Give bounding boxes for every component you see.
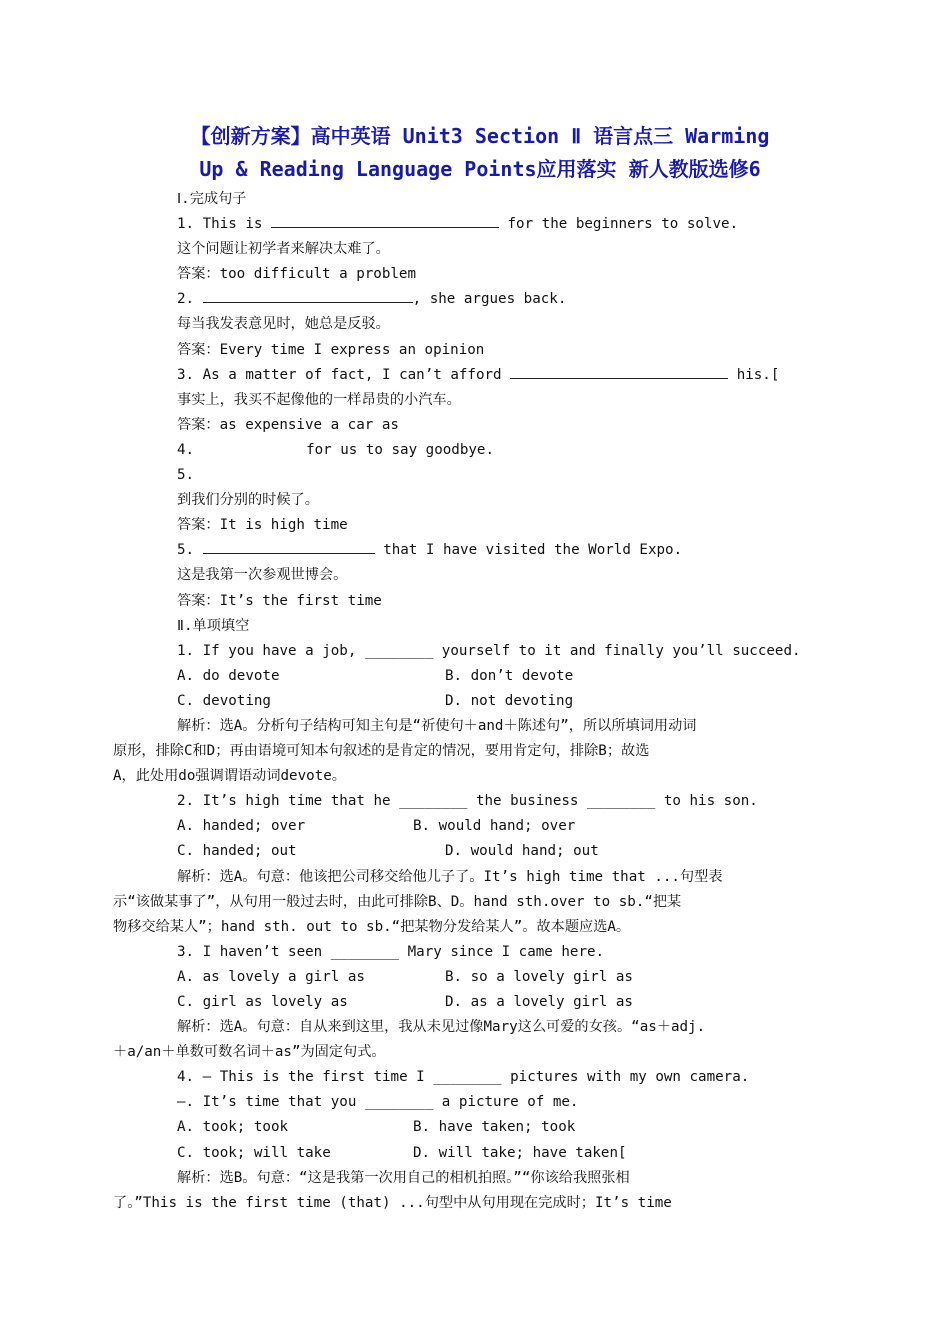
mc-3-stem: 3. I haven’t seen ________ Mary since I came here. xyxy=(177,943,605,960)
mc-3-explanation: 解析：选A。句意：自从来到这里，我从未见过像Mary这么可爱的女孩。“as＋adj. ＋a/an＋单数可数名词＋as”为固定句式。 xyxy=(113,1019,706,1061)
document-title xyxy=(120,120,840,186)
mc-2-stem: 2. It’s high time that he ________ the business ________ to his son. xyxy=(177,793,758,810)
mc-2-explanation: 解析：选A。句意：他该把公司移交给他儿子了。It’s high time that ...句型表 示“该做某事了”，从句用一般过去时，由此可排除B、D。hand sth.over to sb.“把某 物移交给某人”；hand sth. out to sb.“把某物分发给某人”。故本题应选A。 xyxy=(113,868,723,935)
question-4: 4. for us to say goodbye. xyxy=(177,441,495,458)
mc-3-options-ab: A. as lovely a girl as B. so a lovely girl as xyxy=(177,968,633,985)
question-5a: 5. xyxy=(177,467,195,484)
question-5: 5. that I have visited the World Expo. xyxy=(145,538,807,563)
mc-1-options-cd: C. devoting D. not devoting xyxy=(177,692,574,709)
mc-1-options-ab: A. do devote B. don’t devote xyxy=(177,667,574,684)
question-1-cn: 这个问题让初学者来解决太难了。 xyxy=(177,241,390,258)
question-1: 1. This is for the beginners to solve. xyxy=(145,212,807,237)
mc-4-options-cd: C. took; will take D. will take; have taken[ xyxy=(177,1144,627,1161)
mc-1-explanation: 解析：选A。分析句子结构可知主句是“祈使句＋and＋陈述句”，所以所填词用动词 原形，排除C和D；再由语境可知本句叙述的是肯定的情况，要用肯定句，排除B；故选 A，此处用do强调谓语动词devote。 xyxy=(113,717,697,785)
mc-3-options-cd: C. girl as lovely as D. as a lovely girl as xyxy=(177,994,633,1010)
mc-2-options-ab: A. handed; over B. would hand; over xyxy=(177,818,576,835)
title-line-2: Up & Reading Language Points应用落实 新人教版选修6 xyxy=(199,157,761,181)
question-2-cn: 每当我发表意见时，她总是反驳。 xyxy=(177,316,390,333)
question-3-cn: 事实上，我买不起像他的一样昂贵的小汽车。 xyxy=(177,391,461,408)
question-1-answer: 答案：too difficult a problem xyxy=(177,266,417,283)
title-line-1: 【创新方案】高中英语 Unit3 Section Ⅱ 语言点三 Warming xyxy=(190,124,770,148)
question-5-cn: 这是我第一次参观世博会。 xyxy=(177,567,348,584)
mc-4-explanation: 解析：选B。句意：“这是我第一次用自己的相机拍照。”“你该给我照张相 了。”This is the first time (that) ...句型中从句用现在完成时；It’s time xyxy=(113,1169,672,1211)
question-5a-answer: 答案：It is high time xyxy=(177,517,348,534)
question-3-answer: 答案：as expensive a car as xyxy=(177,416,399,433)
document-body xyxy=(113,187,807,1216)
mc-2-options-cd: C. handed; out D. would hand; out xyxy=(177,843,599,860)
question-2-answer: 答案：Every time I express an opinion xyxy=(177,341,485,358)
question-3: 3. As a matter of fact, I can’t afford his.[ xyxy=(145,363,807,388)
mc-1-stem: 1. If you have a job, ________ yourself to it and finally you’ll succeed. xyxy=(177,642,801,659)
question-5-answer: 答案：It’s the first time xyxy=(177,592,382,609)
mc-4-stem: 4. — This is the first time I ________ pictures with my own camera. xyxy=(177,1069,750,1086)
question-5a-cn: 到我们分别的时候了。 xyxy=(177,492,319,509)
section-1-heading: Ⅰ.完成句子 xyxy=(177,191,247,207)
section-2-heading: Ⅱ.单项填空 xyxy=(177,617,250,634)
question-2: 2. , she argues back. xyxy=(145,287,807,312)
mc-4-options-ab: A. took; took B. have taken; took xyxy=(177,1119,576,1136)
mc-4-stem-2: —. It’s time that you ________ a picture of me. xyxy=(177,1094,579,1111)
